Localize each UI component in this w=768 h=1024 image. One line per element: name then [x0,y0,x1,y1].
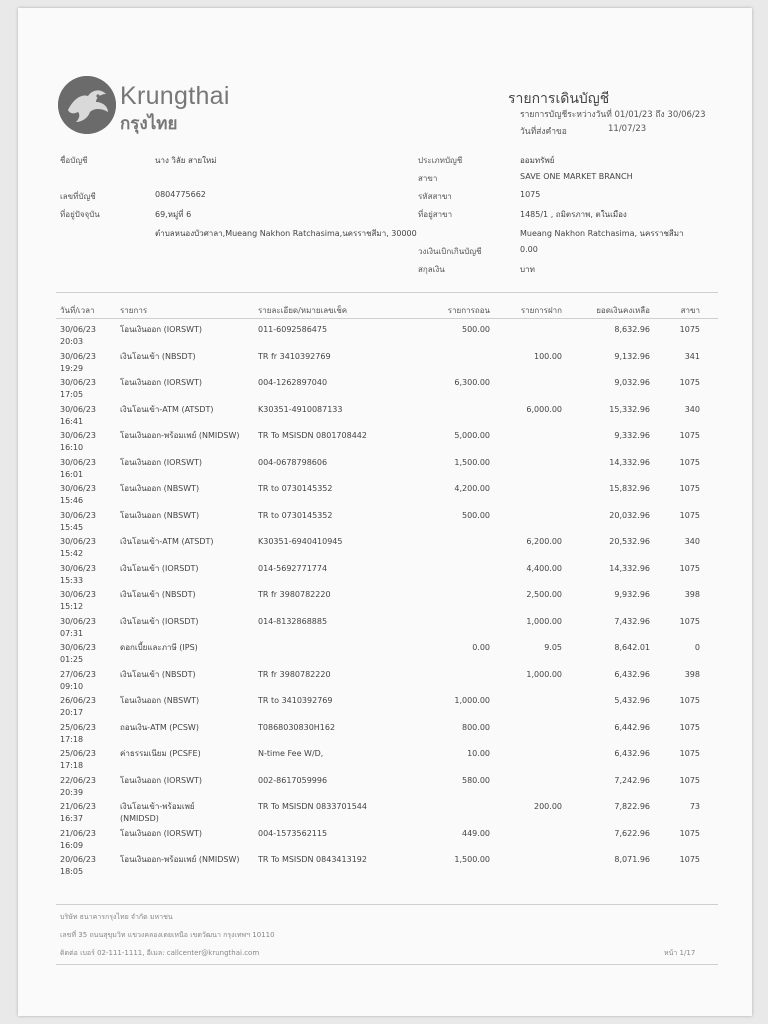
row-branch: 1075 [679,855,700,864]
col-header-balance: ยอดเงินคงเหลือ [596,306,650,315]
row-balance: 20,032.96 [609,510,650,520]
table-row [18,722,752,749]
row-detail: TR to 3410392769 [258,696,333,705]
row-description: โอนเงินออก-พร้อมเพย์ (NMIDSW) [120,855,240,864]
row-balance: 20,532.96 [609,537,650,546]
row-date: 30/06/23 [60,616,96,626]
row-time: 16:41 [60,416,84,426]
row-detail: 014-8132868885 [258,616,328,626]
row-withdraw: 1,500.00 [454,855,490,864]
currency-label: สกุลเงิน [418,265,445,274]
row-branch: 73 [689,802,700,811]
row-time: 17:18 [60,761,84,770]
row-branch: 340 [684,404,700,414]
row-date: 30/06/23 [60,484,96,493]
row-description: เงินโอนเข้า (NBSDT) [120,351,196,361]
row-detail: TR fr 3980782220 [258,669,331,679]
footer-address: เลขที่ 35 ถนนสุขุมวิท แขวงคลองเตยเหนือ เขตวัฒนา กรุงเทพฯ 10110 [60,931,275,939]
row-time: 20:39 [60,787,84,797]
row-detail: K30351-6940410945 [258,537,343,546]
row-detail: 011-6092586475 [258,325,328,334]
row-branch: 1075 [679,722,700,732]
col-header-description: รายการ [120,306,148,315]
row-withdraw: 6,300.00 [454,378,490,387]
col-header-deposit: รายการฝาก [520,306,562,315]
row-time: 16:09 [60,840,84,850]
address-label: ที่อยู่ปัจจุบัน [60,210,100,219]
brand-name-en: Krungthai [120,82,230,110]
row-time: 15:45 [60,522,84,532]
row-date: 30/06/23 [60,457,96,467]
row-withdraw: 500.00 [462,325,490,334]
row-deposit: 4,400.00 [526,563,562,573]
row-detail: N-time Fee W/D, [258,749,324,758]
row-date: 30/06/23 [60,537,96,546]
row-date: 30/06/23 [60,378,96,387]
row-time: 07:31 [60,628,84,638]
col-header-branch: สาขา [680,306,700,315]
row-withdraw: 580.00 [462,775,490,785]
row-description-extra: (NMIDSD) [120,814,159,823]
table-row [18,430,752,457]
row-branch: 1075 [679,484,700,493]
row-time: 09:10 [60,681,84,691]
row-balance: 9,032.96 [614,378,650,387]
row-time: 15:33 [60,575,84,585]
row-time: 19:29 [60,363,84,373]
row-date: 30/06/23 [60,325,96,334]
divider [56,964,718,965]
table-row [18,669,752,696]
row-withdraw: 10.00 [467,749,490,758]
row-detail: 004-1262897040 [258,378,328,387]
row-balance: 6,442.96 [614,722,650,732]
row-date: 26/06/23 [60,696,96,705]
row-description: โอนเงินออก (IORSWT) [120,325,203,334]
table-row [18,854,752,881]
row-description: โอนเงินออก (NBSWT) [120,484,200,493]
row-time: 17:18 [60,734,84,744]
col-header-date: วันที่/เวลา [60,306,95,315]
account-name: นาง วิลัย สายใหม่ [155,156,217,165]
row-description: เงินโอนเข้า-พร้อมเพย์ [120,802,195,811]
row-branch: 0 [694,643,700,652]
divider [56,318,718,319]
row-branch: 1075 [679,775,700,785]
row-balance: 14,332.96 [609,563,650,573]
row-time: 15:42 [60,549,84,558]
row-balance: 7,432.96 [614,616,650,626]
row-description: ค่าธรรมเนียม (PCSFE) [120,749,201,758]
row-time: 18:05 [60,867,84,876]
row-description: ถอนเงิน-ATM (PCSW) [120,722,199,732]
row-date: 30/06/23 [60,643,96,652]
row-description: เงินโอนเข้า (NBSDT) [120,669,196,679]
row-description: โอนเงินออก-พร้อมเพย์ (NMIDSW) [120,431,240,440]
row-date: 30/06/23 [60,431,96,440]
divider [56,292,718,293]
row-balance: 15,832.96 [609,484,650,493]
table-row [18,748,752,775]
row-detail: TR to 0730145352 [258,484,333,493]
row-description: เงินโอนเข้า-ATM (ATSDT) [120,404,214,414]
row-description: ดอกเบี้ยและภาษี (IPS) [120,643,198,652]
row-withdraw: 1,500.00 [454,457,490,467]
row-deposit: 100.00 [534,351,562,361]
brand-name-th: กรุงไทย [120,114,178,134]
row-time: 17:05 [60,390,84,399]
row-withdraw: 4,200.00 [454,484,490,493]
request-date: 11/07/23 [608,124,647,134]
row-branch: 1075 [679,616,700,626]
row-branch: 1075 [679,696,700,705]
table-row [18,324,752,351]
table-row [18,616,752,643]
row-balance: 7,822.96 [614,802,650,811]
branch-address-label: ที่อยู่สาขา [418,210,453,219]
row-time: 20:03 [60,337,84,346]
row-description: เงินโอนเข้า (IORSDT) [120,616,199,626]
row-date: 20/06/23 [60,855,96,864]
row-date: 21/06/23 [60,828,96,838]
row-date: 30/06/23 [60,404,96,414]
row-withdraw: 0.00 [472,643,490,652]
footer-company: บริษัท ธนาคารกรุงไทย จำกัด มหาชน [60,913,173,921]
row-balance: 9,332.96 [614,431,650,440]
row-branch: 1075 [679,828,700,838]
row-withdraw: 449.00 [462,828,490,838]
col-header-detail: รายละเอียด/หมายเลขเช็ค [258,306,348,315]
row-balance: 6,432.96 [614,749,650,758]
row-deposit: 1,000.00 [526,669,562,679]
row-balance: 8,632.96 [614,325,650,334]
table-row [18,801,752,828]
row-balance: 5,432.96 [614,696,650,705]
row-description: เงินโอนเข้า (IORSDT) [120,563,199,573]
col-header-withdraw: รายการถอน [447,306,490,315]
row-deposit: 1,000.00 [526,616,562,626]
row-branch: 1075 [679,325,700,334]
document-title: รายการเดินบัญชี [508,91,610,107]
branch-code: 1075 [520,190,541,199]
row-balance: 6,432.96 [614,669,650,679]
row-detail: TR To MSISDN 0801708442 [258,431,367,440]
row-balance: 15,332.96 [609,404,650,414]
row-description: โอนเงินออก (IORSWT) [120,457,203,467]
account-type-label: ประเภทบัญชี [418,156,463,165]
table-row [18,563,752,590]
page-number: หน้า 1/17 [664,949,696,957]
row-description: โอนเงินออก (IORSWT) [120,775,203,785]
branch-address-1: 1485/1 , ถมิตรภาพ, ตในเมือง [520,210,627,219]
row-time: 20:17 [60,708,84,717]
branch-label: สาขา [418,174,438,183]
row-withdraw: 5,000.00 [454,431,490,440]
row-description: โอนเงินออก (IORSWT) [120,378,203,387]
row-deposit: 6,000.00 [526,404,562,414]
account-number: 0804775662 [155,190,206,199]
table-row [18,351,752,378]
row-detail: 014-5692771774 [258,563,328,573]
row-deposit: 200.00 [534,802,562,811]
row-date: 30/06/23 [60,590,96,599]
row-date: 30/06/23 [60,351,96,361]
row-deposit: 6,200.00 [526,537,562,546]
row-branch: 1075 [679,457,700,467]
row-detail: 004-0678798606 [258,457,328,467]
row-date: 27/06/23 [60,669,96,679]
row-branch: 1075 [679,749,700,758]
table-row [18,377,752,404]
row-withdraw: 500.00 [462,510,490,520]
row-description: โอนเงินออก (IORSWT) [120,828,203,838]
row-date: 30/06/23 [60,510,96,520]
table-row [18,589,752,616]
table-row [18,457,752,484]
row-description: โอนเงินออก (NBSWT) [120,696,200,705]
address-line-2: ตำบลหนองบัวศาลา,Mueang Nakhon Ratchasima,นครราชสีมา, 30000 [155,229,417,238]
row-detail: TR fr 3410392769 [258,351,331,361]
row-branch: 1075 [679,378,700,387]
table-row [18,828,752,855]
request-date-label: วันที่ส่งคำขอ [520,127,567,137]
table-row [18,510,752,537]
row-detail: K30351-4910087133 [258,404,343,414]
row-description: เงินโอนเข้า (NBSDT) [120,590,196,599]
row-branch: 398 [684,590,700,599]
row-description: โอนเงินออก (NBSWT) [120,510,200,520]
row-time: 16:37 [60,814,84,823]
row-time: 16:10 [60,443,84,452]
row-detail: TR To MSISDN 0843413192 [258,855,367,864]
row-date: 25/06/23 [60,722,96,732]
footer-contact: ติดต่อ เบอร์ 02-111-1111, อีเมล: callcenter@krungthai.com [60,949,260,957]
table-row [18,536,752,563]
row-balance: 8,642.01 [614,643,650,652]
row-date: 25/06/23 [60,749,96,758]
account-type: ออมทรัพย์ [520,156,555,165]
row-balance: 7,242.96 [614,775,650,785]
overdraft-limit: 0.00 [520,245,538,254]
row-branch: 340 [684,537,700,546]
row-time: 15:46 [60,496,84,505]
branch-name: SAVE ONE MARKET BRANCH [520,172,633,181]
row-withdraw: 800.00 [462,722,490,732]
address-line-1: 69,หมู่ที่ 6 [155,210,192,219]
row-branch: 1075 [679,563,700,573]
row-time: 15:12 [60,602,84,611]
row-time: 01:25 [60,655,84,664]
table-row [18,695,752,722]
table-row [18,483,752,510]
row-deposit: 9.05 [544,643,562,652]
row-branch: 1075 [679,431,700,440]
row-balance: 14,332.96 [609,457,650,467]
branch-code-label: รหัสสาขา [418,192,452,201]
row-date: 22/06/23 [60,775,96,785]
row-branch: 341 [684,351,700,361]
account-name-label: ชื่อบัญชี [60,156,88,165]
row-balance: 7,622.96 [614,828,650,838]
row-deposit: 2,500.00 [526,590,562,599]
row-description: เงินโอนเข้า-ATM (ATSDT) [120,537,214,546]
row-branch: 1075 [679,510,700,520]
row-detail: 004-1573562115 [258,828,328,838]
row-balance: 8,071.96 [614,855,650,864]
overdraft-label: วงเงินเบิกเกินบัญชี [418,247,482,256]
statement-period: รายการบัญชีระหว่างวันที่ 01/01/23 ถึง 30/06/23 [520,110,706,120]
row-detail: TR fr 3980782220 [258,590,331,599]
row-time: 16:01 [60,469,84,479]
branch-address-2: Mueang Nakhon Ratchasima, นครราชสีมา [520,229,684,238]
currency: บาท [520,265,535,274]
row-balance: 9,932.96 [614,590,650,599]
statement-page [18,8,752,1016]
row-detail: TR To MSISDN 0833701544 [258,802,367,811]
account-number-label: เลขที่บัญชี [60,192,96,201]
krungthai-bird-logo-icon [58,76,116,134]
row-date: 30/06/23 [60,563,96,573]
table-row [18,642,752,669]
row-detail: TR to 0730145352 [258,510,333,520]
row-date: 21/06/23 [60,802,96,811]
divider [56,904,718,905]
table-row [18,404,752,431]
table-row [18,775,752,802]
row-detail: T0868030830H162 [258,722,336,732]
row-balance: 9,132.96 [614,351,650,361]
row-branch: 398 [684,669,700,679]
row-detail: 002-8617059996 [258,775,328,785]
row-withdraw: 1,000.00 [454,696,490,705]
